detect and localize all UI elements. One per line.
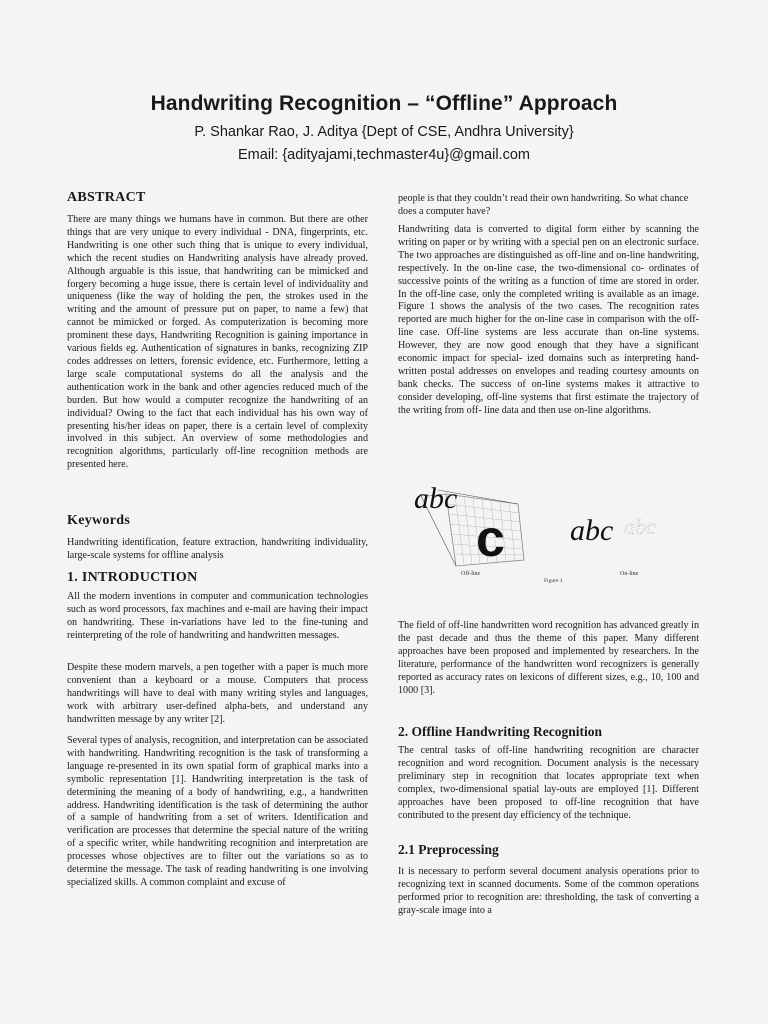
- keywords-heading: Keywords: [67, 513, 131, 528]
- figure-caption: Figure 1: [544, 578, 563, 584]
- intro-paragraph-2: Despite these modern marvels, a pen together with a paper is much more convenient than a keyboard or a mouse. Computers that process handwritings will have to deal with many writing styles and languages, work with arbitrary user-defined alpha-bets, and understand any handwritten message by any writer [2].: [67, 662, 368, 725]
- right-paragraph-2: The field of off-line handwritten word recognition has advanced greatly in the past decade and thus the theme of this paper. Many different approaches have been proposed and implemented by researchers. In the literature, performance of the handwritten word recognizers is generally reported as accuracy rates on lexicons of different sizes, e.g., 10, 100 and 1000 [3].: [398, 620, 699, 696]
- figure-offline-label: Off-line: [461, 571, 481, 577]
- right-paragraph-0: people is that they couldn’t read their own handwriting. So what chance does a computer have?: [398, 193, 689, 217]
- abstract-heading: ABSTRACT: [67, 190, 146, 205]
- figure-1-illustration: [398, 474, 699, 592]
- paper-email: Email: {adityajami,techmaster4u}@gmail.com: [238, 147, 530, 163]
- section-2-1-heading: 2.1 Preprocessing: [398, 842, 499, 857]
- intro-paragraph-3: Several types of analysis, recognition, and interpretation can be associated with handwriting. Handwriting recognition is the task of transforming a language re-presented in its own spatial form of graphical marks into a symbolic representation [1]. Handwriting interpretation is the task of determining the meaning of a body of handwriting, e.g., a handwritten address. Handwriting identification is the task of determining the author of a sample of handwriting from a set of writers. Identification and verification are processes that determine the special nature of the writing of a specific writer, while handwriting recognition and interpretation are processes whose objectives are to filter out the variations so as to determine the message. The task of reading handwriting is one involving specialized skills. A common complaint and excuse of: [67, 735, 368, 888]
- abstract-text: There are many things we humans have in common. But there are other things that are very unique to every individual - DNA, fingerprints, etc. Handwriting is one other such thing that is unique to every individual, which the recent studies on Handwriting analysis have already proved. Although arguable is this issue, that handwriting can be mimicked and forgery becoming a huge issue, there is certain level of individuality and uniqueness (like the way of holding the pen, the strokes used in the writing and the amount of pressure put on paper, to name a few) that cannot be mimicked or forged. As computerization is becoming more prominent these days, Handwriting Recognition is gaining importance in various fields eg. Authentication of signatures in banks, recognizing ZIP codes addresses on letters, forensic evidence, etc. Furthermore, letting a large scale computational systems do all the analysis and the authentication work in the bank and other agencies reduced much of the burden. But how would a computer recognize the handwriting of an individual? Owing to the fact that each individual has his own way of presenting his/her ideas on paper, there is a certain level of complexity involved in this subject. An overview of some methodologies and recognition algorithms, particularly off-line recognition methods are presented here.: [67, 214, 368, 471]
- svg-text:abc: abc: [570, 514, 614, 547]
- right-paragraph-1: Handwriting data is converted to digital form either by scanning the writing on paper or by writing with a special pen on an electronic surface. The two approaches are distinguished as off-line and on-line handwriting, respectively. In the on-line case, the two-dimensional co- ordinates of successive points of the writing as a function of time are stored in order. In the off-line case, only the completed writing is available as an image. Figure 1 shows the analysis of the two cases. The recognition rates reported are much higher for the on-line case in comparison with the off-line case. Off-line systems are less accurate than on-line systems. However, they are now good enough that they have a significant economic impact for special- ized domains such as interpreting hand-written postal addresses on envelopes and reading courtesy amounts on bank checks. The success of on-line systems makes it attractive to consider developing, off-line systems that first estimate the trajectory of the writing from off- line data and then use on-line algorithms.: [398, 224, 699, 416]
- section-2-1-text: It is necessary to perform several document analysis operations prior to recognizing text in scanned documents. Some of the common operations performed prior to recognition are: thresholding, the task of converting a gray-scale image into a: [398, 866, 699, 916]
- intro-paragraph-1: All the modern inventions in computer and communication technologies such as word processors, fax machines and e-mail are having their impact on handwriting. These in-variations have led to the fine-tuning and reinterpreting of the role of handwriting and handwritten messages.: [67, 591, 368, 641]
- svg-text:abc: abc: [414, 482, 458, 515]
- svg-text:abc: abc: [624, 514, 656, 539]
- introduction-heading: 1. INTRODUCTION: [67, 570, 198, 585]
- paper-title: Handwriting Recognition – “Offline” Approach: [150, 92, 618, 115]
- section-2-heading: 2. Offline Handwriting Recognition: [398, 724, 603, 739]
- svg-text:c: c: [476, 510, 505, 568]
- keywords-text: Handwriting identification, feature extraction, handwriting individuality, large-scale systems for offline analysis: [67, 537, 368, 561]
- paper-authors: P. Shankar Rao, J. Aditya {Dept of CSE, Andhra University}: [194, 124, 574, 140]
- figure-1: [398, 474, 699, 592]
- figure-online-label: On-line: [620, 571, 639, 577]
- section-2-text: The central tasks of off-line handwriting recognition are character recognition and word recognition. Document analysis is the necessary preliminary step in recognition that locates appropriate text when complex, two-dimensional spatial lay-outs are employed [1]. Different approaches have been proposed to off-line recognition that have contributed to the present day efficiency of the technique.: [398, 745, 699, 821]
